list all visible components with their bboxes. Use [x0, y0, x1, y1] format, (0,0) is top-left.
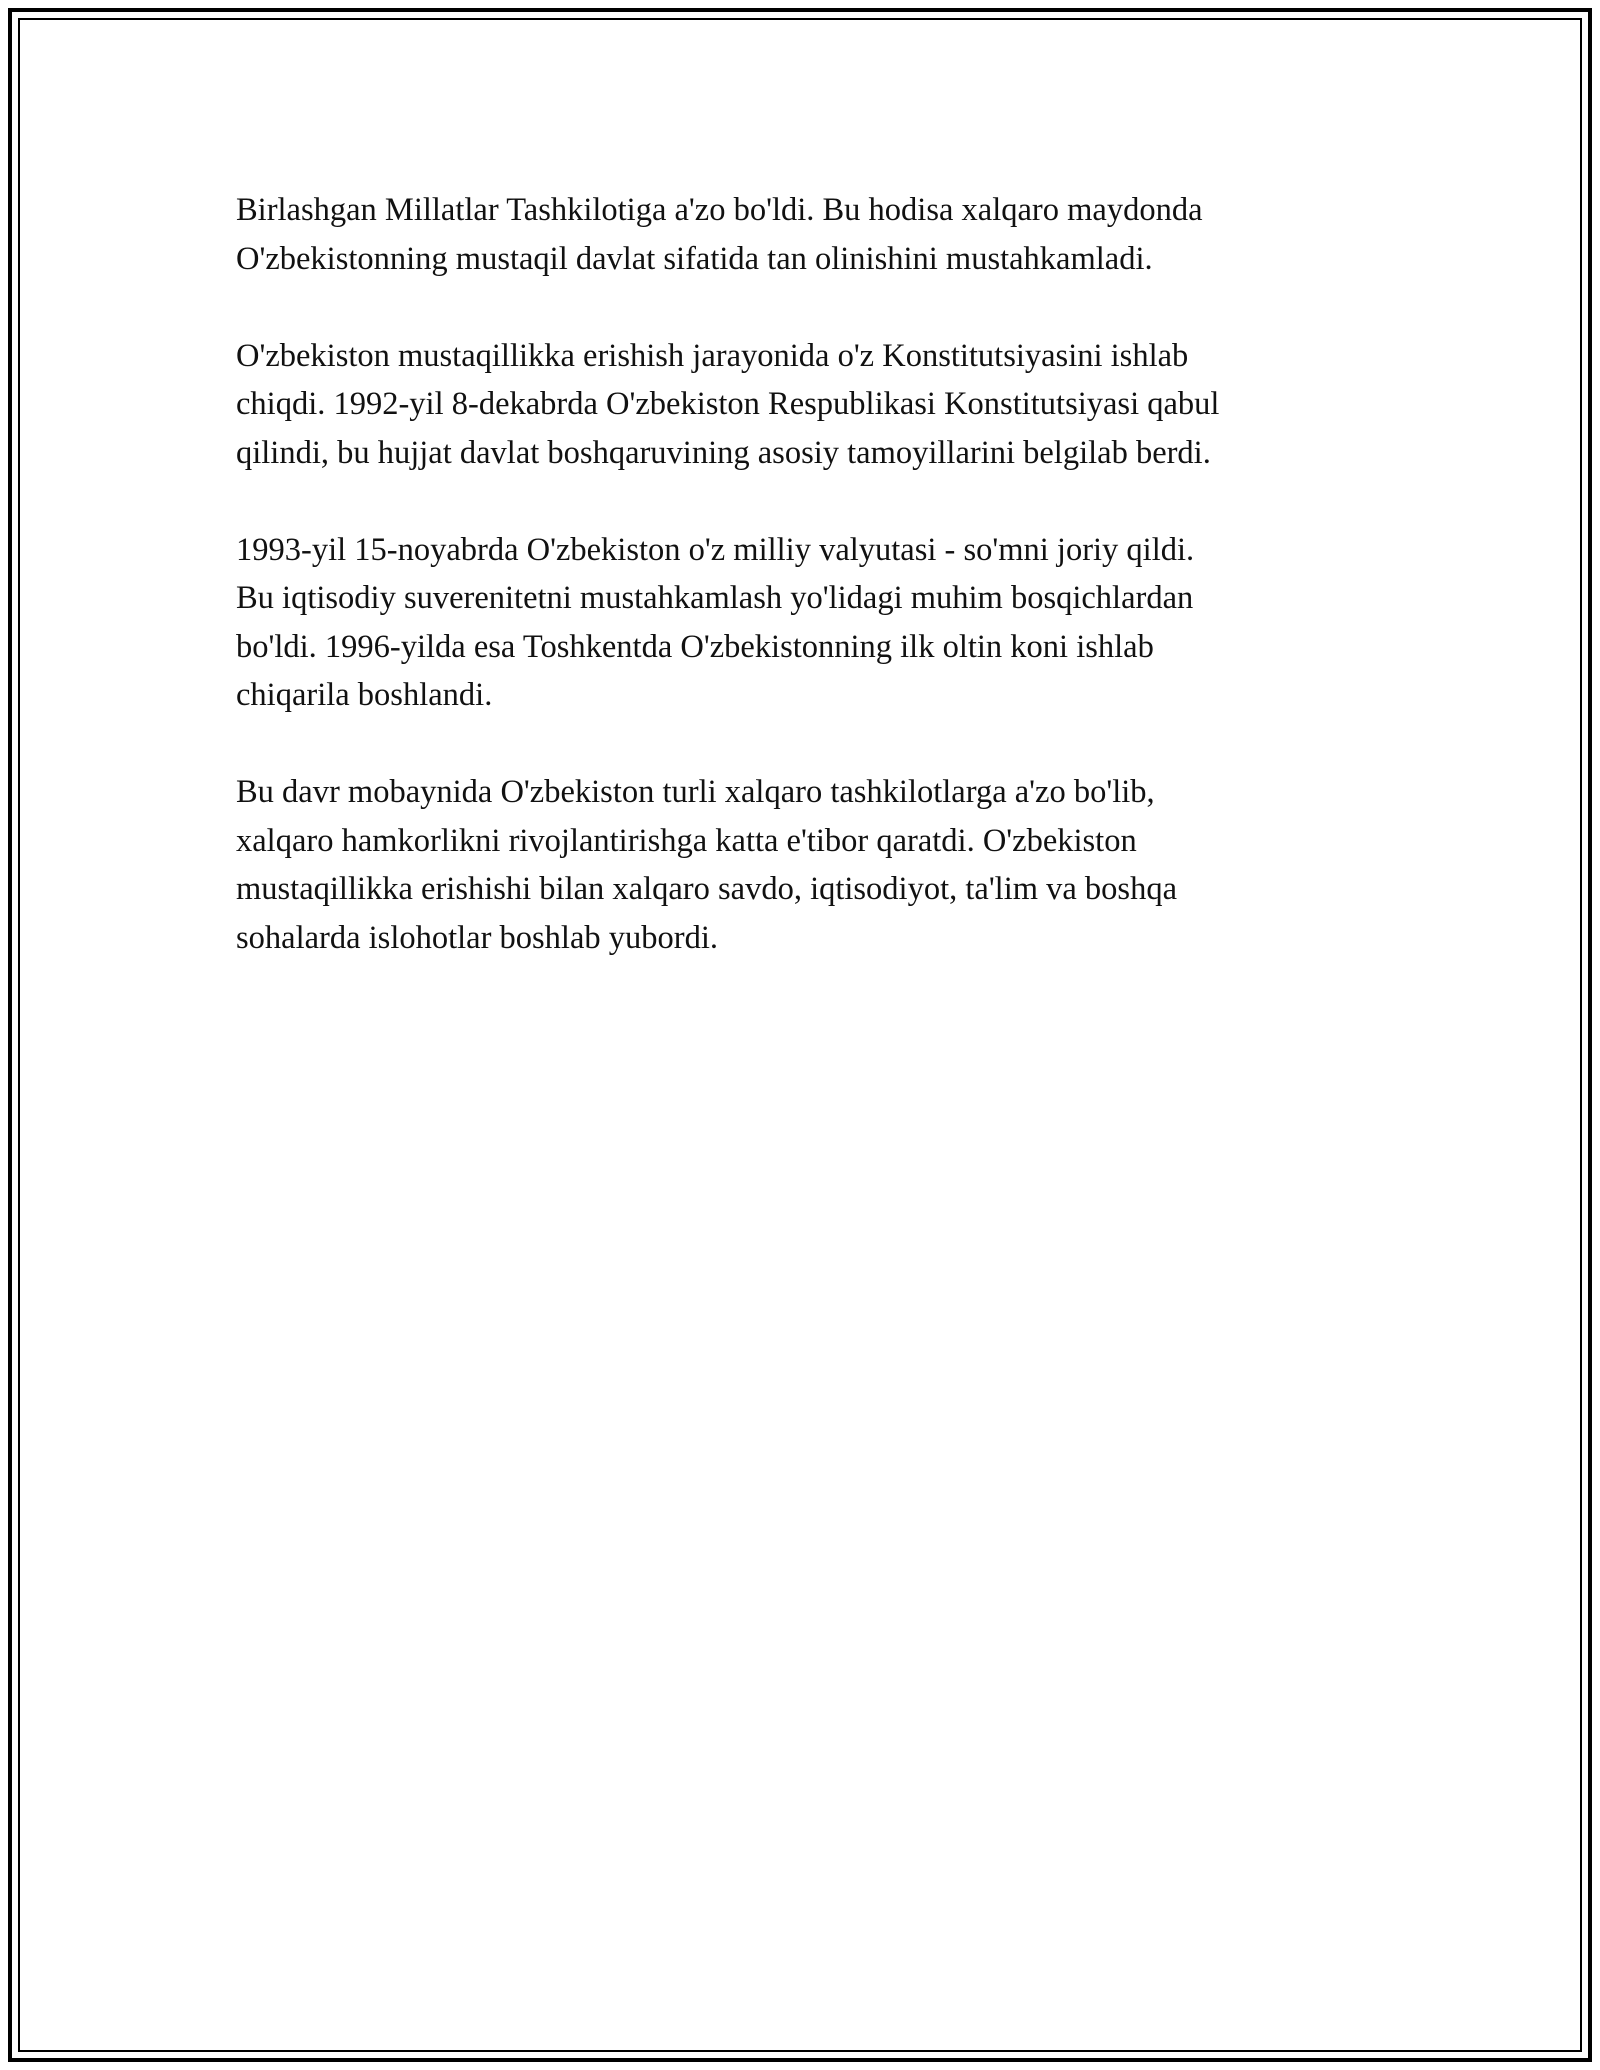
paragraph-currency: 1993-yil 15-noyabrda O'zbekiston o'z milliy valyutasi - so'mni joriy qildi. Bu iqtisodiy suverenitetni mustahkamlash yo'lidagi muhim bosqichlardan bo'ldi. 1996-yilda esa Toshkentda O'zbekistonning ilk oltin koni ishlab chiqarila boshlandi.: [236, 531, 1195, 713]
paragraph-un-membership: Birlashgan Millatlar Tashkilotiga a'zo bo'ldi. Bu hodisa xalqaro maydonda O'zbekistonning mustaqil davlat sifatida tan olinishini mustahkamladi.: [236, 192, 1203, 277]
paragraph-constitution: O'zbekiston mustaqillikka erishish jarayonida o'z Konstitutsiyasini ishlab chiqdi. 1992-yil 8-dekabrda O'zbekiston Respublikasi Konstitutsiyasi qabul qilindi, bu hujjat davlat boshqaruvining asosiy tamoyillarini belgilab berdi.: [236, 337, 1220, 471]
paragraph-international-cooperation: Bu davr mobaynida O'zbekiston turli xalqaro tashkilotlarga a'zo bo'lib, xalqaro hamkorlikni rivojlantirishga katta e'tibor qaratdi. O'zbekiston mustaqillikka erishishi bilan xalqaro savdo, iqtisodiyot, ta'lim va boshqa sohalarda islohotlar boshlab yubordi.: [236, 774, 1178, 956]
document-body: [236, 186, 1371, 1011]
